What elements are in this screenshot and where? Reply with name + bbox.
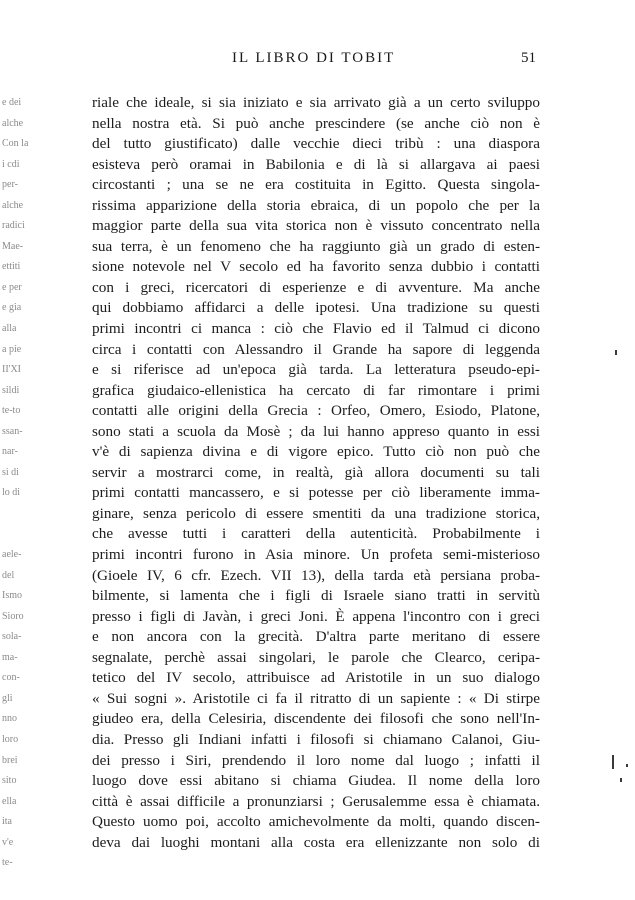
text-line: presso i figli di Javàn, i greci Joni. È appena l'incontro con i greci bbox=[92, 607, 540, 625]
bleed-line: alche bbox=[2, 117, 24, 129]
bleed-line: ita bbox=[2, 816, 12, 828]
bleed-line: sola- bbox=[2, 631, 22, 643]
text-line: del tutto giustificato) dalle vecchie dieci tribù : una diaspora bbox=[92, 135, 540, 153]
bleed-line: Mae- bbox=[2, 240, 24, 252]
text-line: città è assai difficile a pronunziarsi ; Gerusalemme essa è chiamata. bbox=[92, 792, 540, 810]
bleed-line: nar- bbox=[2, 446, 18, 458]
bleed-line: aele- bbox=[2, 549, 22, 561]
text-line: qui dobbiamo affidarci a delle ipotesi. Una tradizione su questi bbox=[92, 299, 540, 317]
running-head: IL LIBRO DI TOBIT bbox=[232, 50, 396, 66]
bleed-line: te-to bbox=[2, 405, 21, 417]
text-line: riale che ideale, si sia iniziato e sia arrivato già a un certo sviluppo bbox=[92, 94, 540, 111]
bleed-line: alla bbox=[2, 323, 17, 335]
bleed-line: lo di bbox=[2, 487, 21, 499]
bleed-line: alche bbox=[2, 199, 24, 211]
bleed-line: per- bbox=[2, 179, 18, 191]
text-line: esisteva però oramai in Babilonia e di là si allargava ai paesi bbox=[92, 155, 540, 173]
text-line: dei presso i Siri, prendendo il loro nome dal luogo ; infatti il bbox=[92, 751, 540, 769]
text-line: primi incontri furono in Asia minore. Un profeta semi-misterioso bbox=[92, 546, 540, 564]
bleed-line: con- bbox=[2, 672, 20, 684]
bleed-line: sildi bbox=[2, 384, 20, 396]
text-line: v'è di sapienza divina e di vigore epico. Tutto ciò non può che bbox=[92, 443, 540, 461]
text-line: sono stati a scuola da Mosè ; da lui hanno appreso quanto in essi bbox=[92, 422, 540, 440]
text-line: e non ancora con la grecità. D'altra parte meritano di essere bbox=[92, 628, 540, 646]
text-line: primi incontri ci manca : ciò che Flavio ed il Talmud ci dicono bbox=[92, 320, 540, 338]
bleed-line: ella bbox=[2, 795, 17, 807]
text-line: segnalate, perchè assai singolari, le parole che Clearco, ceripa- bbox=[92, 648, 540, 666]
bleed-line: ettiti bbox=[2, 261, 21, 273]
text-line: primi contatti mancassero, e si potesse per ciò liberamente imma- bbox=[92, 484, 540, 502]
text-line: nella nostra età. Si può anche prescindere (se anche ciò non è bbox=[92, 114, 540, 132]
text-line: rissima apparizione della storia ebraica, di un popolo che per la bbox=[92, 196, 540, 214]
bleed-line: Con la bbox=[2, 138, 29, 150]
text-line: contatti alle origini della Grecia : Orfeo, Omero, Esiodo, Platone, bbox=[92, 402, 540, 420]
bleed-line bbox=[0, 504, 40, 525]
text-line: e si riferisce ad un'epoca già tarda. La letteratura pseudo-epi- bbox=[92, 361, 540, 379]
bleed-line: brei bbox=[2, 754, 18, 766]
bleed-line: nno bbox=[2, 713, 17, 725]
bleed-line: gli bbox=[2, 692, 13, 704]
bleed-line: loro bbox=[2, 733, 19, 745]
margin-mark bbox=[612, 755, 614, 769]
bleed-line: e gia bbox=[2, 302, 22, 314]
bleed-line: te- bbox=[2, 857, 13, 869]
text-line: luogo dove essi abitano si chiama Giudea. Il nome della loro bbox=[92, 772, 540, 790]
margin-mark bbox=[620, 778, 622, 782]
text-line: che avesse tutti i caratteri della autenticità. Probabilmente i bbox=[92, 525, 540, 543]
text-line: grafica giudaico-ellenistica ha cercato di far rimontare i primi bbox=[92, 381, 540, 399]
bleed-line: II'XI bbox=[2, 364, 22, 376]
bleed-line: e dei bbox=[2, 97, 22, 108]
bleed-line: v'e bbox=[2, 836, 14, 848]
bleed-line: i cdi bbox=[2, 158, 20, 170]
text-line: circa i contatti con Alessandro il Grande ha sapore di leggenda bbox=[92, 340, 540, 358]
bleed-line: radici bbox=[2, 220, 25, 232]
text-line: dia. Presso gli Indiani infatti i filosofi si chiamano Calanoi, Giu- bbox=[92, 730, 540, 748]
text-line: con i greci, ricercatori di esperienze e di avventure. Ma anche bbox=[92, 278, 540, 296]
facing-page-bleed bbox=[0, 93, 40, 874]
bleed-line bbox=[0, 524, 40, 545]
text-line: sua terra, è un fenomeno che ha raggiunto già un grado di esten- bbox=[92, 237, 540, 255]
bleed-line: si di bbox=[2, 466, 19, 478]
text-line: Questo uomo poi, accolto amichevolmente da molti, quando discen- bbox=[92, 813, 540, 831]
text-line: giudeo era, della Celesiria, discendente dei filosofi che sono nell'In- bbox=[92, 710, 540, 728]
text-line: deva dai luoghi montani alla costa era ellenizzante non solo di bbox=[92, 833, 540, 851]
text-line: sione notevole nel V secolo ed ha favorito senza dubbio i contatti bbox=[92, 258, 540, 276]
bleed-line: e per bbox=[2, 281, 22, 293]
margin-mark bbox=[615, 350, 617, 355]
page-number: 51 bbox=[521, 50, 536, 66]
bleed-line: a pie bbox=[2, 343, 22, 355]
text-line: tetico del IV secolo, attribuisce ad Aristotile in un suo dialogo bbox=[92, 669, 540, 687]
bleed-line: Ismo bbox=[2, 590, 22, 602]
bleed-line: ma- bbox=[2, 651, 18, 663]
body-text bbox=[92, 93, 540, 853]
bleed-line: del bbox=[2, 569, 15, 581]
bleed-line: sito bbox=[2, 775, 17, 787]
margin-mark bbox=[626, 764, 628, 767]
bleed-line: ssan- bbox=[2, 425, 23, 437]
text-line: servir a mostrarci come, in realtà, già allora documenti su tali bbox=[92, 463, 540, 481]
text-line: bilmente, si lamenta che i figli di Israele siano tratti in servitù bbox=[92, 587, 540, 605]
text-line: « Sui sogni ». Aristotile ci fa il ritratto di un sapiente : « Di stirpe bbox=[92, 689, 540, 707]
text-line: ginare, senza pericolo di essere smentiti da una tradizione storica, bbox=[92, 504, 540, 522]
bleed-line: Sioro bbox=[2, 610, 24, 622]
text-line: (Gioele IV, 6 cfr. Ezech. VII 13), della tarda età persiana proba- bbox=[92, 566, 540, 584]
page-header bbox=[92, 50, 540, 72]
text-line: maggior parte della sua vita storica non è vissuto concentrato nella bbox=[92, 217, 540, 235]
text-line: circostanti ; una se ne era costituita in Egitto. Questa singola- bbox=[92, 176, 540, 194]
